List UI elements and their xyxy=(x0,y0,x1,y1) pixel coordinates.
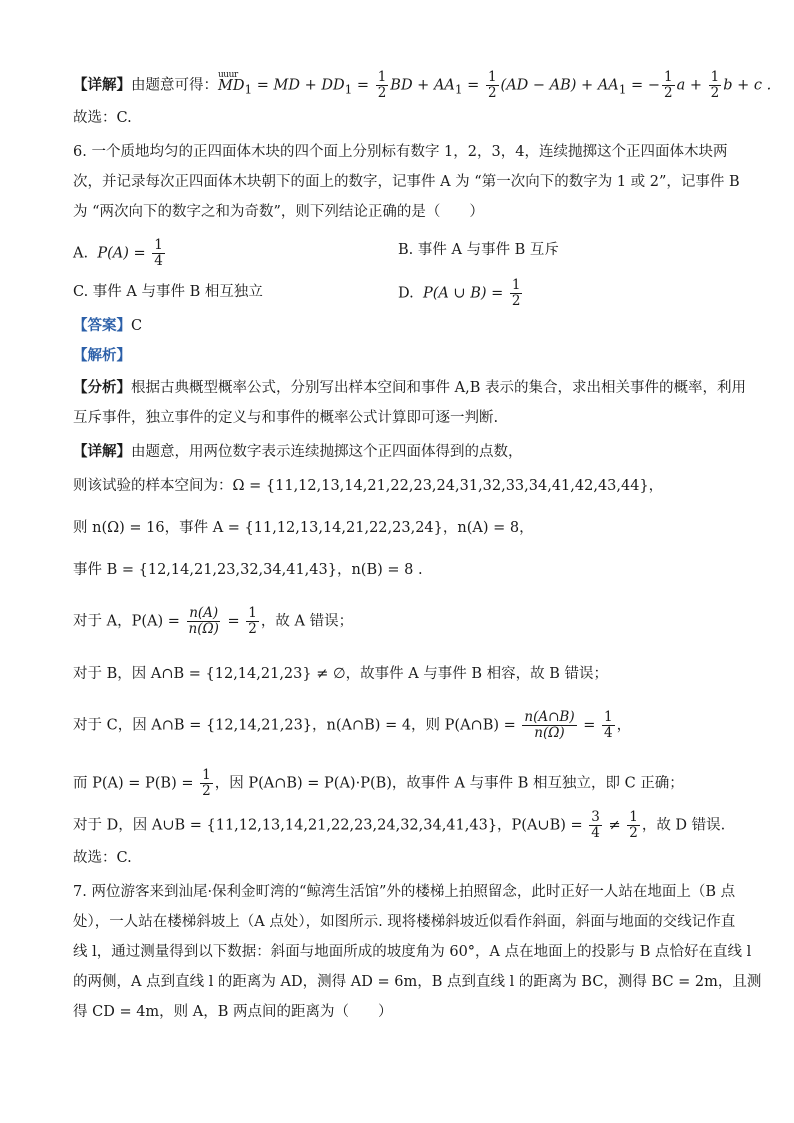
formula-part: + AA xyxy=(576,77,619,94)
fraction: $\frac{1}{2}$ xyxy=(710,69,720,101)
text: 对于 D，因 A∪B = {11,12,13,14,21,22,23,24,32,34,41,43}，P(A∪B) = xyxy=(73,817,588,834)
detail-tag: 【详解】 xyxy=(73,76,131,94)
fraction: $\frac{1}{2}$ xyxy=(629,809,638,841)
fraction: $\frac{1}{2}$ xyxy=(663,69,673,101)
formula-part: BD + AA xyxy=(390,77,455,94)
fraction: $\frac{n(A\cap B)}{n(\Omega)}$ xyxy=(524,709,575,741)
option-expr: P(A) = xyxy=(97,245,151,262)
detail-tag: 【详解】 xyxy=(73,443,131,460)
q6-stem-line-2: 次，并记录每次正四面体木块朝下的面上的数字，记事件 A 为 “第一次向下的数字为 1 或 2”，记事件 B xyxy=(73,174,740,190)
analysis-tag: 【解析】 xyxy=(73,347,131,364)
detail-intro: 由题意可得： xyxy=(131,77,218,94)
subscript: 1 xyxy=(244,82,253,97)
answer-tag: 【答案】 xyxy=(73,317,131,334)
text: ， xyxy=(616,717,632,734)
formula-part: = xyxy=(352,77,374,94)
fenxi-line-1 xyxy=(73,378,746,398)
q6-stem-line-1: 6. 一个质地均匀的正四面体木块的四个面上分别标有数字 1，2，3，4，连续抛掷这个正四面体木块两 xyxy=(73,144,728,160)
q6-stem-line-3: 为 “两次向下的数字之和为奇数”，则下列结论正确的是（ ） xyxy=(73,204,484,220)
q5-answer: 故选：C. xyxy=(73,110,132,126)
for-c-line xyxy=(73,710,734,741)
q7-stem-line-5: 得 CD = 4m，则 A，B 两点间的距离为（ ） xyxy=(73,1004,393,1020)
event-b-line: 事件 B = {12,14,21,23,32,34,41,43}，n(B) = 8 . xyxy=(73,562,423,578)
formula-part: = MD + DD xyxy=(252,77,345,94)
fraction: $\frac{1}{2}$ xyxy=(511,277,521,309)
text: = xyxy=(578,717,600,734)
option-a xyxy=(73,238,167,269)
option-label: A. xyxy=(73,245,89,262)
fraction: $\frac{1}{2}$ xyxy=(248,605,257,637)
text: 而 P(A) = P(B) = xyxy=(73,775,199,792)
option-expr: P(A ∪ B) = xyxy=(422,285,508,302)
option-c: C. 事件 A 与事件 B 相互独立 xyxy=(73,284,263,300)
answer-value: C xyxy=(131,318,143,334)
fraction: $\frac{1}{2}$ xyxy=(202,767,211,799)
text: ，因 P(A∩B) = P(A)·P(B)，故事件 A 与事件 B 相互独立，即 C 正确； xyxy=(214,775,684,792)
text: 对于 C，因 A∩B = {12,14,21,23}，n(A∩B) = 4，则 P(A∩B) = xyxy=(73,717,521,734)
count-line: 则 n(Ω) = 16，事件 A = {11,12,13,14,21,22,23,24}，n(A) = 8， xyxy=(73,520,534,536)
q7-stem-line-3: 线 l，通过测量得到以下数据：斜面与地面所成的坡度角为 60°，A 点在地面上的投影与 B 点恰好在直线 l xyxy=(73,944,752,960)
formula-part: uuur MD xyxy=(218,76,244,96)
fraction: $\frac{n(A)}{n(\Omega)}$ xyxy=(188,605,219,637)
option-label: D. xyxy=(398,285,414,302)
q7-stem-line-2: 处），一人站在楼梯斜坡上（A 点处），如图所示. 现将楼梯斜坡近似看作斜面，斜面与地面的交线记作直 xyxy=(73,914,736,930)
sample-space-line: 则该试验的样本空间为：Ω = {11,12,13,14,21,22,23,24,31,32,33,34,41,42,43,44}， xyxy=(73,478,664,494)
fraction: $\frac{1}{2}$ xyxy=(487,69,497,101)
and-c-line xyxy=(73,768,734,799)
formula-part: b + c . xyxy=(723,77,772,94)
q7-stem-line-4: 的两侧，A 点到直线 l 的距离为 AD，测得 AD = 6m，B 点到直线 l 的距离为 BC，测得 BC = 2m，且测 xyxy=(73,974,762,990)
detail-line-1 xyxy=(73,442,734,462)
fenxi-text: 根据古典概型概率公式，分别写出样本空间和事件 A,B 表示的集合，求出相关事件的概率，利用 xyxy=(131,380,746,396)
detail-text: 由题意，用两位数字表示连续抛掷这个正四面体得到的点数， xyxy=(131,444,523,460)
fraction: $\frac{1}{4}$ xyxy=(154,237,163,269)
option-b: B. 事件 A 与事件 B 互斥 xyxy=(398,242,559,258)
choose-line: 故选：C. xyxy=(73,850,132,866)
formula-part: a + xyxy=(676,77,707,94)
text: = xyxy=(222,613,245,630)
q7-stem-line-1: 7. 两位游客来到汕尾·保利金町湾的“鲸湾生活馆”外的楼梯上拍照留念，此时正好一人站在地面上（B 点 xyxy=(73,884,736,900)
q5-detail-line: 【详解】由题意可得：uuur $MD_1$ = MD + $DD_1$ = $\frac{1}{2}$ BD + $AA_1$ = $\frac{1}{2}$ $(AD - AB) + AA_1$ = − $\frac{1}{2}$ a + $\frac{1}{2}$ b + c . xyxy=(73,70,734,101)
fraction: $\frac{1}{4}$ xyxy=(603,709,613,741)
answer-line xyxy=(73,316,734,336)
for-d-line xyxy=(73,810,734,841)
fenxi-tag: 【分析】 xyxy=(73,379,131,396)
for-a-line xyxy=(73,606,734,637)
fraction: $\frac{3}{4}$ xyxy=(591,809,600,841)
option-d xyxy=(398,278,524,309)
formula-part: = − xyxy=(626,77,660,94)
text: 对于 A，P(A) = xyxy=(73,613,185,630)
fraction: $\frac{1}{2}$ xyxy=(377,69,387,101)
text: ，故 A 错误； xyxy=(260,613,354,630)
fenxi-line-2: 互斥事件，独立事件的定义与和事件的概率公式计算即可逐一判断. xyxy=(73,410,499,426)
text: ≠ xyxy=(603,817,626,834)
for-b-line: 对于 B，因 A∩B = {12,14,21,23} ≠ ∅，故事件 A 与事件 B 相容，故 B 错误； xyxy=(73,666,609,682)
text: ，故 D 错误. xyxy=(641,817,726,834)
formula-part: (AD − AB) xyxy=(500,77,577,94)
